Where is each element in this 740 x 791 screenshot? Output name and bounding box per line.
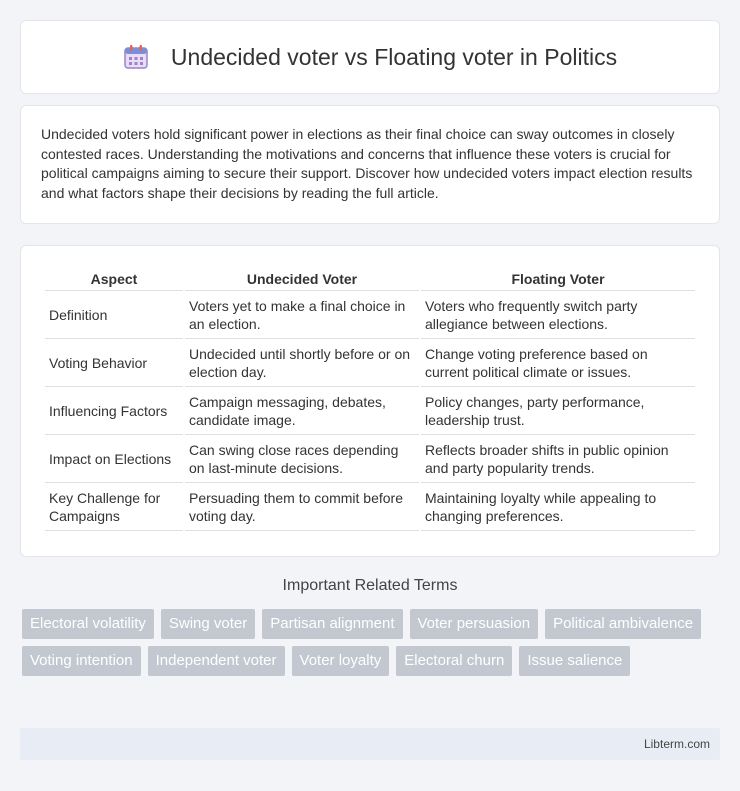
row-undecided: Voters yet to make a final choice in an election.: [185, 293, 419, 339]
header-aspect: Aspect: [45, 268, 183, 291]
term-tag[interactable]: Electoral churn: [396, 646, 512, 676]
term-tag[interactable]: Swing voter: [161, 609, 255, 639]
intro-card: [20, 105, 720, 224]
related-terms-list: [22, 609, 722, 676]
row-undecided: Undecided until shortly before or on election day.: [185, 341, 419, 387]
footer: [20, 728, 720, 760]
row-undecided: Can swing close races depending on last-minute decisions.: [185, 437, 419, 483]
row-aspect: Definition: [45, 293, 183, 339]
term-tag[interactable]: Independent voter: [148, 646, 285, 676]
table-row: [45, 485, 695, 531]
term-tag[interactable]: Voter persuasion: [410, 609, 539, 639]
header-floating: Floating Voter: [421, 268, 695, 291]
row-floating: Reflects broader shifts in public opinion and party popularity trends.: [421, 437, 695, 483]
row-aspect: Impact on Elections: [45, 437, 183, 483]
row-floating: Policy changes, party performance, leadership trust.: [421, 389, 695, 435]
term-tag[interactable]: Partisan alignment: [262, 609, 402, 639]
comparison-card: [20, 245, 720, 557]
header-undecided: Undecided Voter: [185, 268, 419, 291]
row-undecided: Persuading them to commit before voting day.: [185, 485, 419, 531]
table-row: [45, 437, 695, 483]
calendar-icon: [123, 44, 149, 70]
row-aspect: Voting Behavior: [45, 341, 183, 387]
row-aspect: Influencing Factors: [45, 389, 183, 435]
row-floating: Maintaining loyalty while appealing to changing preferences.: [421, 485, 695, 531]
table-row: [45, 389, 695, 435]
comparison-table: [43, 266, 697, 533]
term-tag[interactable]: Voter loyalty: [292, 646, 390, 676]
term-tag[interactable]: Political ambivalence: [545, 609, 701, 639]
page-title: Undecided voter vs Floating voter in Politics: [170, 43, 618, 70]
table-row: [45, 341, 695, 387]
term-tag[interactable]: Issue salience: [519, 646, 630, 676]
row-floating: Change voting preference based on current political climate or issues.: [421, 341, 695, 387]
table-row: [45, 293, 695, 339]
related-terms-title: Important Related Terms: [282, 577, 458, 594]
row-undecided: Campaign messaging, debates, candidate image.: [185, 389, 419, 435]
table-header-row: [45, 268, 695, 291]
intro-text: Undecided voters hold significant power in elections as their final choice can sway outcomes in closely contested races. Understanding the motivations and concerns that influence these voters is crucial for political campaigns aiming to secure their support. Discover how undecided voters impact election results and what factors shape their decisions by reading the full article.: [41, 126, 693, 201]
term-tag[interactable]: Electoral volatility: [22, 609, 154, 639]
footer-site-link[interactable]: Libterm.com: [643, 737, 710, 751]
row-aspect: Key Challenge for Campaigns: [45, 485, 183, 531]
term-tag[interactable]: Voting intention: [22, 646, 141, 676]
row-floating: Voters who frequently switch party allegiance between elections.: [421, 293, 695, 339]
header-card: [20, 20, 720, 94]
